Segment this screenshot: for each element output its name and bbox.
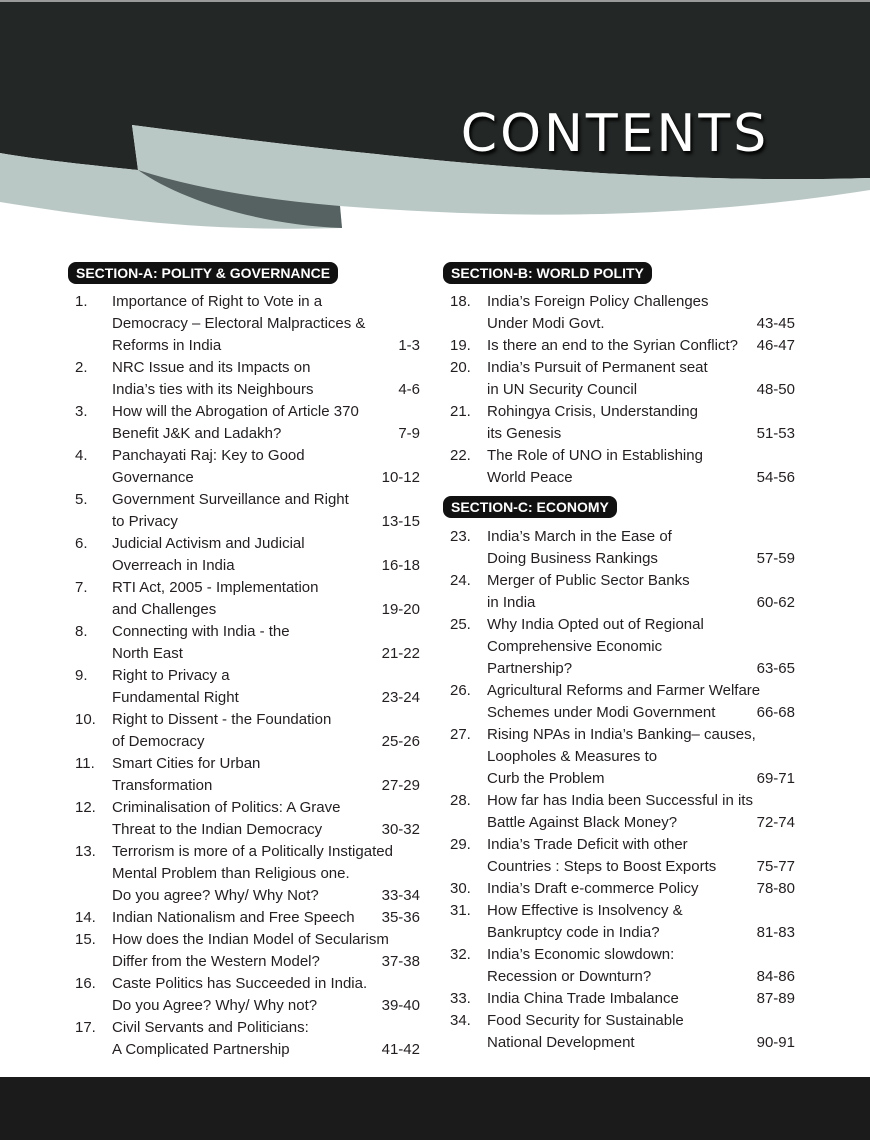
entry-title-line: India’s March in the Ease of <box>487 528 672 545</box>
entry-title-line: Judicial Activism and Judicial <box>112 535 305 552</box>
toc-entry <box>450 357 795 401</box>
toc-entry <box>75 357 420 401</box>
entry-title-line: National Development <box>487 1034 635 1051</box>
toc-entry <box>450 944 795 988</box>
entry-title-line: NRC Issue and its Impacts on <box>112 359 311 376</box>
entry-title-line: Panchayati Raj: Key to Good <box>112 447 305 464</box>
entry-pages: 51-53 <box>756 425 795 442</box>
entry-title-line: India’s Draft e-commerce Policy <box>487 880 699 897</box>
entry-number: 22. <box>450 447 471 464</box>
entry-title-line: Agricultural Reforms and Farmer Welfare <box>487 682 761 699</box>
entry-title-line: Government Surveillance and Right <box>112 491 349 508</box>
entry-title-line: Merger of Public Sector Banks <box>487 572 690 589</box>
entry-number: 26. <box>450 682 471 699</box>
entry-number: 17. <box>75 1019 96 1036</box>
entry-title-line: Battle Against Black Money? <box>487 814 678 831</box>
entry-title-line: Food Security for Sustainable <box>487 1012 684 1029</box>
entry-pages: 41-42 <box>381 1041 420 1058</box>
entry-number: 25. <box>450 616 471 633</box>
entry-title-line: Importance of Right to Vote in a <box>112 293 323 310</box>
entry-pages: 60-62 <box>756 594 795 611</box>
entry-pages: 43-45 <box>756 315 795 332</box>
toc-entry <box>450 570 795 614</box>
entry-title-line: Curb the Problem <box>487 770 605 787</box>
entry-pages: 75-77 <box>756 858 795 875</box>
entry-pages: 1-3 <box>398 337 420 354</box>
entry-number: 13. <box>75 843 96 860</box>
entry-number: 12. <box>75 799 96 816</box>
entry-pages: 39-40 <box>381 997 420 1014</box>
entry-number: 21. <box>450 403 471 420</box>
entry-title-line: How does the Indian Model of Secularism <box>112 931 389 948</box>
entry-title-line: Rohingya Crisis, Understanding <box>487 403 698 420</box>
entry-title-line: its Genesis <box>487 425 562 442</box>
entry-number: 19. <box>450 337 471 354</box>
entry-title-line: Criminalisation of Politics: A Grave <box>112 799 341 816</box>
toc-entry <box>450 1010 795 1054</box>
entry-title-line: Under Modi Govt. <box>487 315 605 332</box>
entry-title-line: Partnership? <box>487 660 573 677</box>
entry-pages: 27-29 <box>381 777 420 794</box>
entry-pages: 66-68 <box>756 704 795 721</box>
entry-number: 7. <box>75 579 88 596</box>
entry-number: 10. <box>75 711 96 728</box>
entry-title-line: Do you agree? Why/ Why Not? <box>112 887 319 904</box>
entry-number: 3. <box>75 403 88 420</box>
toc-entry <box>450 724 795 790</box>
entry-title-line: World Peace <box>487 469 573 486</box>
entry-pages: 81-83 <box>756 924 795 941</box>
toc-entry <box>450 291 795 335</box>
entry-title-line: India’s Economic slowdown: <box>487 946 675 963</box>
entry-title-line: Civil Servants and Politicians: <box>112 1019 309 1036</box>
entry-pages: 78-80 <box>756 880 795 897</box>
entry-pages: 46-47 <box>756 337 795 354</box>
entry-title-line: Reforms in India <box>112 337 222 354</box>
entry-title-line: Governance <box>112 469 194 486</box>
entry-pages: 48-50 <box>756 381 795 398</box>
entry-title-line: Differ from the Western Model? <box>112 953 320 970</box>
entry-title-line: and Challenges <box>112 601 217 618</box>
entry-title-line: Comprehensive Economic <box>487 638 663 655</box>
entry-number: 33. <box>450 990 471 1007</box>
entry-number: 16. <box>75 975 96 992</box>
toc-entry <box>75 1017 420 1061</box>
entry-title-line: North East <box>112 645 183 662</box>
entry-title-line: Is there an end to the Syrian Conflict? <box>487 337 738 354</box>
entry-title-line: Doing Business Rankings <box>487 550 658 567</box>
toc-entry <box>75 665 420 709</box>
toc-entry <box>450 401 795 445</box>
entry-pages: 84-86 <box>756 968 795 985</box>
section-a-list <box>75 291 420 1061</box>
toc-entry <box>75 907 420 929</box>
entry-pages: 37-38 <box>381 953 420 970</box>
entry-pages: 13-15 <box>381 513 420 530</box>
entry-number: 1. <box>75 293 88 310</box>
toc-entry <box>75 973 420 1017</box>
entry-title-line: India’s Trade Deficit with other <box>487 836 688 853</box>
toc-entry <box>75 841 420 907</box>
entry-number: 14. <box>75 909 96 926</box>
entry-number: 29. <box>450 836 471 853</box>
entry-number: 15. <box>75 931 96 948</box>
entry-number: 24. <box>450 572 471 589</box>
entry-pages: 19-20 <box>381 601 420 618</box>
entry-title-line: Benefit J&K and Ladakh? <box>112 425 282 442</box>
toc-entry <box>75 709 420 753</box>
entry-number: 8. <box>75 623 88 640</box>
entry-title-line: Caste Politics has Succeeded in India. <box>112 975 368 992</box>
entry-pages: 30-32 <box>381 821 420 838</box>
toc-entry <box>450 790 795 834</box>
entry-number: 9. <box>75 667 88 684</box>
toc-entry <box>450 834 795 878</box>
entry-title-line: Schemes under Modi Government <box>487 704 716 721</box>
entry-number: 2. <box>75 359 88 376</box>
entry-title-line: The Role of UNO in Establishing <box>487 447 703 464</box>
toc-entry <box>75 533 420 577</box>
entry-title-line: Bankruptcy code in India? <box>487 924 660 941</box>
entry-title-line: in UN Security Council <box>487 381 638 398</box>
entry-pages: 35-36 <box>381 909 420 926</box>
entry-pages: 10-12 <box>381 469 420 486</box>
entry-title-line: Transformation <box>112 777 213 794</box>
toc-entry <box>450 335 795 357</box>
entry-title-line: Rising NPAs in India’s Banking– causes, <box>487 726 756 743</box>
entry-number: 30. <box>450 880 471 897</box>
entry-pages: 23-24 <box>381 689 420 706</box>
entry-title-line: Connecting with India - the <box>112 623 290 640</box>
entry-pages: 7-9 <box>398 425 420 442</box>
entry-title-line: RTI Act, 2005 - Implementation <box>112 579 319 596</box>
entry-number: 20. <box>450 359 471 376</box>
entry-title-line: A Complicated Partnership <box>112 1041 290 1058</box>
entry-title-line: How will the Abrogation of Article 370 <box>112 403 359 420</box>
entry-title-line: Right to Dissent - the Foundation <box>112 711 332 728</box>
toc-entry <box>75 577 420 621</box>
footer-bar <box>0 1077 870 1140</box>
entry-title-line: Indian Nationalism and Free Speech <box>112 909 355 926</box>
toc-entry <box>450 878 795 900</box>
entry-number: 4. <box>75 447 88 464</box>
toc-entry <box>450 526 795 570</box>
entry-title-line: Countries : Steps to Boost Exports <box>487 858 717 875</box>
entry-title-line: India China Trade Imbalance <box>487 990 679 1007</box>
toc-entry <box>75 929 420 973</box>
section-b-list <box>450 291 795 489</box>
entry-number: 6. <box>75 535 88 552</box>
entry-title-line: Right to Privacy a <box>112 667 230 684</box>
section-c-heading: SECTION-C: ECONOMY <box>443 496 617 518</box>
entry-title-line: Why India Opted out of Regional <box>487 616 704 633</box>
entry-number: 31. <box>450 902 471 919</box>
entry-pages: 54-56 <box>756 469 795 486</box>
entry-pages: 21-22 <box>381 645 420 662</box>
entry-title-line: India’s Pursuit of Permanent seat <box>487 359 708 376</box>
entry-title-line: Smart Cities for Urban <box>112 755 261 772</box>
section-b-heading: SECTION-B: WORLD POLITY <box>443 262 652 284</box>
entry-title-line: Do you Agree? Why/ Why not? <box>112 997 318 1014</box>
entry-title-line: of Democracy <box>112 733 205 750</box>
toc-entry <box>75 489 420 533</box>
entry-title-line: Loopholes & Measures to <box>487 748 658 765</box>
entry-pages: 4-6 <box>398 381 420 398</box>
section-c-list <box>450 526 795 1054</box>
entry-title-line: Recession or Downturn? <box>487 968 652 985</box>
toc-entry <box>450 680 795 724</box>
entry-number: 5. <box>75 491 88 508</box>
toc-entry <box>450 988 795 1010</box>
toc-entry <box>75 445 420 489</box>
toc-entry <box>450 900 795 944</box>
entry-pages: 57-59 <box>756 550 795 567</box>
entry-number: 32. <box>450 946 471 963</box>
entry-pages: 69-71 <box>756 770 795 787</box>
entry-title-line: Terrorism is more of a Politically Instigated <box>112 843 393 860</box>
page-title: CONTENTS <box>460 104 770 164</box>
entry-title-line: Overreach in India <box>112 557 235 574</box>
toc-entry <box>450 445 795 489</box>
entry-number: 18. <box>450 293 471 310</box>
toc-entry <box>75 621 420 665</box>
toc-entry <box>75 753 420 797</box>
entry-number: 11. <box>75 755 95 772</box>
entry-title-line: India’s ties with its Neighbours <box>112 381 314 398</box>
toc-entry <box>75 291 420 357</box>
entry-title-line: Threat to the Indian Democracy <box>112 821 323 838</box>
entry-title-line: in India <box>487 594 536 611</box>
toc-entry <box>75 401 420 445</box>
entry-title-line: Fundamental Right <box>112 689 239 706</box>
entry-title-line: to Privacy <box>112 513 178 530</box>
entry-pages: 25-26 <box>381 733 420 750</box>
entry-pages: 72-74 <box>756 814 795 831</box>
entry-pages: 90-91 <box>756 1034 795 1051</box>
toc-entry <box>450 614 795 680</box>
entry-number: 28. <box>450 792 471 809</box>
entry-pages: 16-18 <box>381 557 420 574</box>
toc-entry <box>75 797 420 841</box>
entry-number: 34. <box>450 1012 471 1029</box>
entry-title-line: Mental Problem than Religious one. <box>112 865 350 882</box>
entry-number: 27. <box>450 726 471 743</box>
entry-title-line: How Effective is Insolvency & <box>487 902 683 919</box>
entry-pages: 33-34 <box>381 887 420 904</box>
entry-title-line: Democracy – Electoral Malpractices & <box>112 315 366 332</box>
entry-title-line: How far has India been Successful in its <box>487 792 753 809</box>
section-a-heading: SECTION-A: POLITY & GOVERNANCE <box>68 262 338 284</box>
entry-pages: 87-89 <box>756 990 795 1007</box>
entry-number: 23. <box>450 528 471 545</box>
entry-pages: 63-65 <box>756 660 795 677</box>
entry-title-line: India’s Foreign Policy Challenges <box>487 293 709 310</box>
